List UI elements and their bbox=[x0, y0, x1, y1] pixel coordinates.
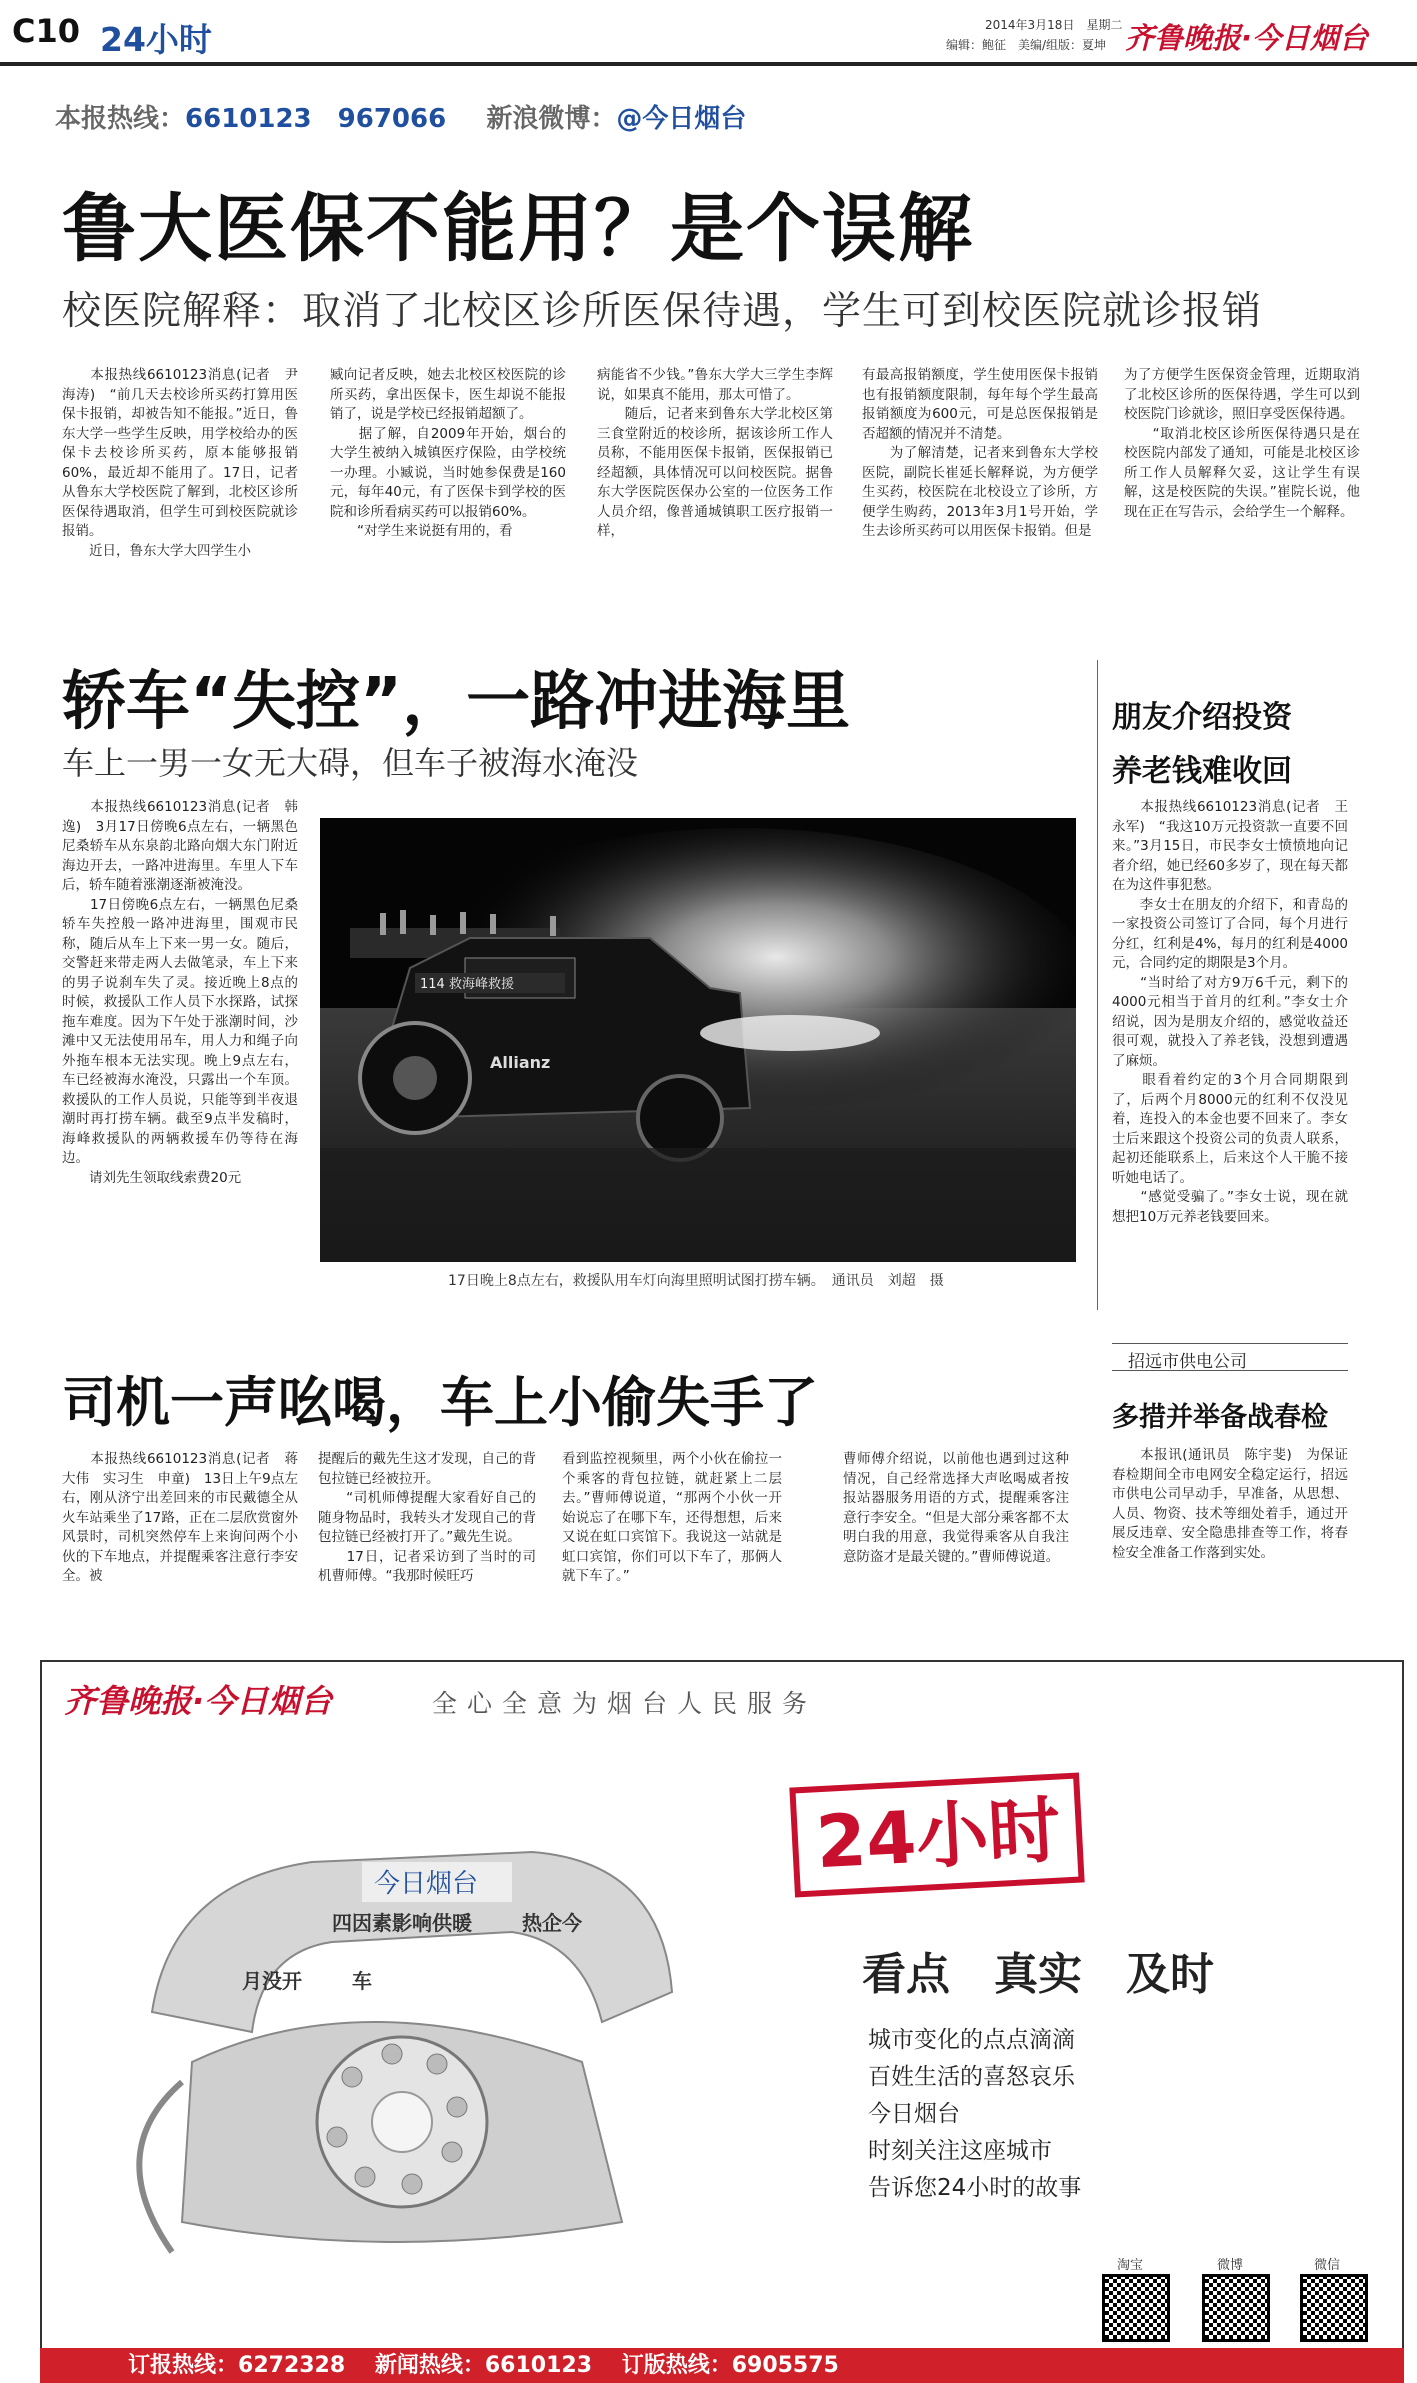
article3-col-2: 提醒后的戴先生这才发现，自己的背包拉链已经被拉开。 “司机师傅提醒大家看好自己的随身物品时，我转头才发现自己的背包拉链已经被打开了。”戴先生说。 17日，记者采访到了当时的司机曹师傅。“我那时候旺巧 bbox=[318, 1451, 536, 1584]
sidebar2-tag-text: 招远市供电公司 bbox=[1128, 1352, 1247, 1372]
qr-weibo-label: 微博 bbox=[1217, 2258, 1244, 2273]
ad-stamp-text: 24小时 bbox=[814, 1787, 1063, 1885]
article2-photo bbox=[320, 818, 1076, 1262]
hotline-label: 本报热线： bbox=[55, 104, 186, 134]
ad-footer-bar bbox=[40, 2348, 1404, 2383]
ad-line-4: 时刻关注这座城市 bbox=[868, 2138, 1052, 2164]
ad-slogan: 全心全意为烟台人民服务 bbox=[432, 1689, 818, 1718]
ad-line-3: 今日烟台 bbox=[868, 2101, 960, 2127]
photo-logo-text: Allianz bbox=[490, 1053, 551, 1072]
footer-ad-label: 订版热线： bbox=[621, 2353, 732, 2378]
issue-date: 2014年3月18日 星期二 bbox=[985, 18, 1123, 32]
hotline-numbers: 6610123 967066 bbox=[185, 104, 447, 134]
footer-news-number: 6610123 bbox=[484, 2353, 593, 2378]
article3-title: 司机一声吆喝，车上小偷失手了 bbox=[62, 1371, 818, 1434]
sidebar1-title-line2: 养老钱难收回 bbox=[1112, 754, 1292, 789]
section-name: 24小时 bbox=[100, 20, 212, 59]
ad-tagline: 看点 真实 及时 bbox=[862, 1949, 1214, 2000]
car-in-sea-photo bbox=[320, 818, 1076, 1262]
page-number: C10 bbox=[12, 12, 81, 50]
article2-photo-caption: 17日晚上8点左右，救援队用车灯向海里照明试图打捞车辆。 通讯员 刘超 摄 bbox=[448, 1273, 944, 1289]
ad-stamp bbox=[789, 1772, 1084, 1897]
sidebar2-title: 多措并举备战春检 bbox=[1112, 1402, 1328, 1433]
ad-line-2: 百姓生活的喜怒哀乐 bbox=[868, 2064, 1075, 2090]
photo-banner-text: 114 救海峰救援 bbox=[420, 977, 514, 992]
sidebar1-title-line1: 朋友介绍投资 bbox=[1112, 700, 1292, 735]
collage-word-5: 车 bbox=[352, 1969, 372, 1993]
qr-taobao-label: 淘宝 bbox=[1117, 2258, 1144, 2273]
sidebar2-tag bbox=[1112, 1343, 1348, 1371]
collage-word-4: 月没开 bbox=[242, 1969, 302, 1993]
qr-weibo-icon bbox=[1202, 2274, 1270, 2342]
footer-subscribe-label: 订报热线： bbox=[128, 2353, 239, 2378]
ad-lines bbox=[868, 2022, 1081, 2207]
article2-body: 本报热线6610123消息(记者 韩逸) 3月17日傍晚6点左右，一辆黑色尼桑轿车从东泉韵北路向烟大东门附近海边开去，一路冲进海里。车里人下车后，轿车随着涨潮逐渐被淹没。 17日傍晚6点左右，一辆黑色尼桑轿车失控般一路冲进海里，围观市民称，随后从车上下来一男一女。随后，交警赶来带走两人去做笔录，车上下来的男子说刹车失了灵。接近晚上8点的时候，救援队工作人员下水探路，试探拖车难度。因为下午处于涨潮时间，沙滩中又无法使用吊车，用人力和绳子向外拖车根本无法实现。晚上9点左右，车已经被海水淹没，只露出一个车顶。救援队的工作人员说，只能等到半夜退潮时再打捞车辆。截至9点半发稿时，海峰救援队的两辆救援车仍等待在海边。 请刘先生领取线索费20元 bbox=[62, 799, 298, 1186]
article1-col-5: 为了方便学生医保资金管理，近期取消了北校区诊所的医保待遇，学生可以到校医院门诊就诊，照旧享受医保待遇。 “取消北校区诊所医保待遇只是在校医院内部发了通知，可能是北校区诊所工作人员解释欠妥，这让学生有误解，这是校医院的失误。”崔院长说，他现在正在写告示，会给学生一个解释。 bbox=[1124, 367, 1360, 520]
collage-word-3: 热企今 bbox=[522, 1911, 582, 1935]
header-rule bbox=[0, 62, 1417, 66]
article1-col-1: 本报热线6610123消息(记者 尹海涛) “前几天去校诊所买药打算用医保卡报销，却被告知不能报。”近日，鲁东大学一些学生反映，用学校给办的医保卡去校诊所买药，原本能够报销60%，最近却不能用了。17日，记者从鲁东大学校医院了解到，北校区诊所医保待遇取消，但学生可到校医院就诊报销。 近日，鲁东大学大四学生小 bbox=[62, 367, 298, 559]
editor-credits: 编辑：鲍征 美编/组版：夏坤 bbox=[946, 38, 1107, 52]
article1-col-4: 有最高报销额度，学生使用医保卡报销也有报销额度限制，每年每个学生最高报销额度为600元，可是总医保报销是否超额的情况并不清楚。 为了解清楚，记者来到鲁东大学校医院，副院长崔延长解释说，为方便学生买药，校医院在北校设立了诊所，方便学生购药，2013年3月1号开始，学生去诊所买药可以用医保卡报销。但是 bbox=[862, 367, 1098, 539]
article3-col-4: 曹师傅介绍说，以前他也遇到过这种情况，自己经常选择大声吆喝威者按报站器服务用语的方式，提醒乘客注意行李安全。“但是大部分乘客都不太明白我的用意，我觉得乘客从自我注意防盗才是最关键的。”曹师傅说道。 bbox=[843, 1451, 1069, 1565]
footer-ad-number: 6905575 bbox=[731, 2353, 839, 2378]
footer-news-label: 新闻热线： bbox=[374, 2353, 485, 2378]
ad-line-1: 城市变化的点点滴滴 bbox=[868, 2027, 1075, 2053]
paper-logo: 齐鲁晚报·今日烟台 bbox=[1125, 21, 1369, 55]
ad-box bbox=[40, 1660, 1404, 2364]
qr-weixin-icon bbox=[1300, 2274, 1368, 2342]
article3-col-1: 本报热线6610123消息(记者 蒋大伟 实习生 申童) 13日上午9点左右，刚从济宁出差回来的市民戴德全从火车站乘坐了17路，正在二层欣赏窗外风景时，司机突然停车上来询问两个小伙的下车地点，并提醒乘客注意行李安全。被 bbox=[62, 1451, 298, 1584]
article1-title: 鲁大医保不能用？是个误解 bbox=[62, 186, 974, 272]
sidebar2-body: 本报讯(通讯员 陈宇斐) 为保证春检期间全市电网安全稳定运行，招远市供电公司早动手，早准备，从思想、人员、物资、技术等细处着手，通过开展反违章、安全隐患排查等工作，将春检安全准备工作落到实处。 bbox=[1112, 1447, 1348, 1561]
ad-line-5: 告诉您24小时的故事 bbox=[868, 2175, 1082, 2201]
article2-subtitle: 车上一男一女无大碍，但车子被海水淹没 bbox=[62, 744, 639, 782]
sidebar-divider bbox=[1097, 660, 1098, 1310]
weibo-handle: @今日烟台 bbox=[616, 104, 747, 134]
article1-col-2: 臧向记者反映，她去北校区校医院的诊所买药，拿出医保卡，医生却说不能报销了，说是学校已经报销超额了。 据了解，自2009年开始，烟台的大学生被纳入城镇医疗保险，由学校统一办理。小臧说，当时她参保费是160元，每年40元，有了医保卡到学校的医院和诊所看病买药可以报销60%。 “对学生来说挺有用的，看 bbox=[330, 367, 566, 539]
collage-word-2: 四因素影响供暖 bbox=[332, 1911, 472, 1935]
article1-col-3: 病能省不少钱。”鲁东大学大三学生李辉说，如果真不能用，那太可惜了。 随后，记者来到鲁东大学北校区第三食堂附近的校诊所，据该诊所工作人员称，不能用医保卡报销，医保报销已经超额，具体情况可以问校医院。据鲁东大学医院医保办公室的一位医务工作人员介绍，像普通城镇职工医疗报销一样， bbox=[597, 367, 833, 539]
article2-title: 轿车“失控”，一路冲进海里 bbox=[62, 665, 851, 739]
sidebar1-body: 本报热线6610123消息(记者 王永军) “我这10万元投资款一直要不回来。”3月15日，市民李女士愤愤地向记者介绍，她已经60多岁了，现在每天都在为这件事犯愁。 李女士在朋友的介绍下，和青岛的一家投资公司签订了合同，每个月进行分红，红利是4%，每月的红利是4000元，合同约定的期限是3个月。 “当时给了对方9万6千元，剩下的4000元相当于首月的红利。”李女士介绍说，因为是朋友介绍的，感觉收益还很可观，就投入了养老钱，没想到遭遇了麻烦。 眼看着约定的3个月合同期限到了，后两个月8000元的红利不仅没见着，连投入的本金也要不回来了。李女士后来跟这个投资公司的负责人联系，起初还能联系上，后来这个人干脆不接听她电话了。 “感觉受骗了。”李女士说，现在就想把10万元养老钱要回来。 bbox=[1112, 799, 1348, 1225]
article3-col-3: 看到监控视频里，两个小伙在偷拉一个乘客的背包拉链，就赶紧上二层去。”曹师傅说道，“那两个小伙一开始说忘了在哪下车，还得想想，后来又说在虹口宾馆下。我说这一站就是虹口宾馆，你们可以下车了，那俩人就下车了。” bbox=[562, 1451, 782, 1584]
weibo-label: 新浪微博： bbox=[486, 104, 617, 134]
hotline-bar bbox=[55, 98, 746, 138]
footer-subscribe-number: 6272328 bbox=[238, 2353, 346, 2378]
page-header bbox=[0, 0, 1417, 62]
qr-taobao-icon bbox=[1102, 2274, 1170, 2342]
qr-weixin-label: 微信 bbox=[1314, 2258, 1341, 2273]
article1-subtitle: 校医院解释：取消了北校区诊所医保待遇，学生可到校医院就诊报销 bbox=[62, 289, 1263, 334]
collage-word-1: 今日烟台 bbox=[374, 1869, 479, 1899]
telephone-collage bbox=[62, 1792, 762, 2292]
ad-brand-logo: 齐鲁晚报·今日烟台 bbox=[64, 1682, 333, 1720]
